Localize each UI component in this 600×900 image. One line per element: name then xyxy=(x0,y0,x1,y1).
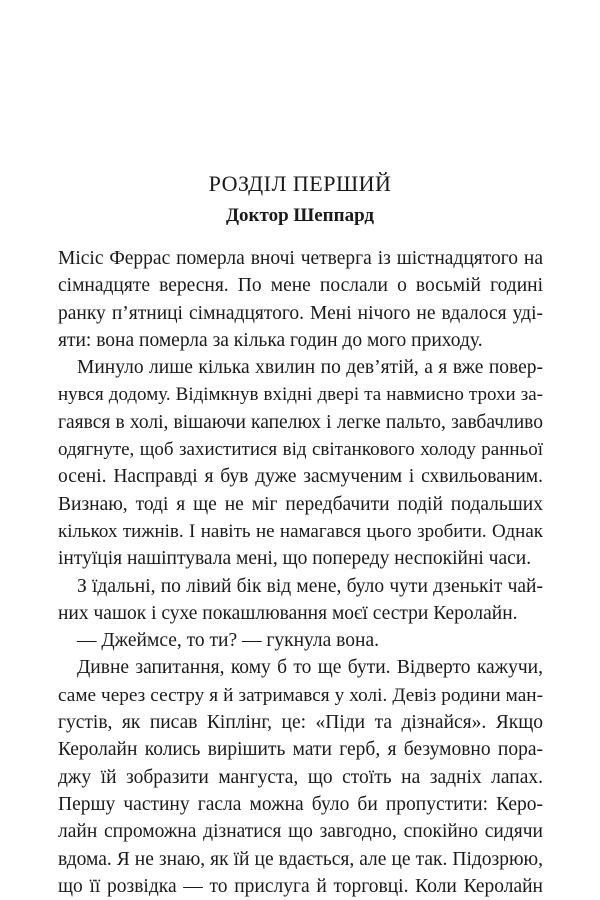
text-line: лайн спроможна дізнатися що завгодно, спокійно сидячи xyxy=(58,821,543,843)
text-line: кількох тижнів. І навіть не намагався цього зробити. Однак xyxy=(58,520,543,542)
text-line: Дивне запитання, кому б то ще бути. Відверто кажучи, xyxy=(77,657,543,679)
text-line: З їдальні, по лівий бік від мене, було чути дзенькіт чай- xyxy=(77,575,543,597)
text-line: осені. Насправді я був дуже засмученим і схвильованим. xyxy=(58,466,543,488)
text-line: — Джеймсе, то ти? — гукнула вона. xyxy=(77,630,379,652)
text-line: Першу частину гасла можна було би пропустити: Керо- xyxy=(58,793,543,815)
text-line: яти: вона померла за кілька годин до мого приходу. xyxy=(58,329,483,351)
text-line: сімнадцяте вересня. По мене послали о восьмій годині xyxy=(58,275,543,297)
text-line: ранку п’ятниці сімнадцятого. Мені нічого не вдалося уді- xyxy=(58,302,543,324)
text-line: інтуїція нашіптувала мені, що попереду неспокійні часи. xyxy=(58,548,532,570)
text-line: нувся додому. Відімкнув вхідні двері та навмисно трохи за- xyxy=(58,384,543,406)
text-line: Минуло лише кілька хвилин по дев’ятій, а я вже повер- xyxy=(77,357,543,379)
text-line: Керолайн колись вирішить мати герб, я безумовно пора- xyxy=(58,739,543,761)
text-line: Визнаю, тоді я ще не міг передбачити подій подальших xyxy=(58,493,543,515)
text-line: Місіс Феррас померла вночі четверга із шістнадцятого на xyxy=(58,248,543,269)
text-line: гаявся в холі, вішаючи капелюх і легке пальто, завбачливо xyxy=(58,411,543,433)
text-line: густів, як писав Кіплінг, це: «Піди та дізнайся». Якщо xyxy=(58,712,543,734)
chapter-subtitle: Доктор Шеппард xyxy=(225,205,375,226)
text-line: що її розвідка — то прислуга й торговці. Коли Керолайн xyxy=(58,875,543,897)
text-line: саме через сестру я й затримався у холі. Девіз родини ман- xyxy=(58,684,543,706)
text-line: одягнуте, щоб захиститися від світанкового холоду ранньої xyxy=(58,439,543,461)
text-line: джу їй зобразити мангуста, що стоїть на задніх лапах. xyxy=(58,766,543,788)
text-line: них чашок і сухе покашлювання моєї сестри Керолайн. xyxy=(58,602,518,624)
text-line: вдома. Я не знаю, як їй це вдається, але це так. Підозрюю, xyxy=(58,848,543,870)
body-text xyxy=(58,245,543,900)
chapter-title: РОЗДІЛ ПЕРШИЙ xyxy=(208,171,392,196)
